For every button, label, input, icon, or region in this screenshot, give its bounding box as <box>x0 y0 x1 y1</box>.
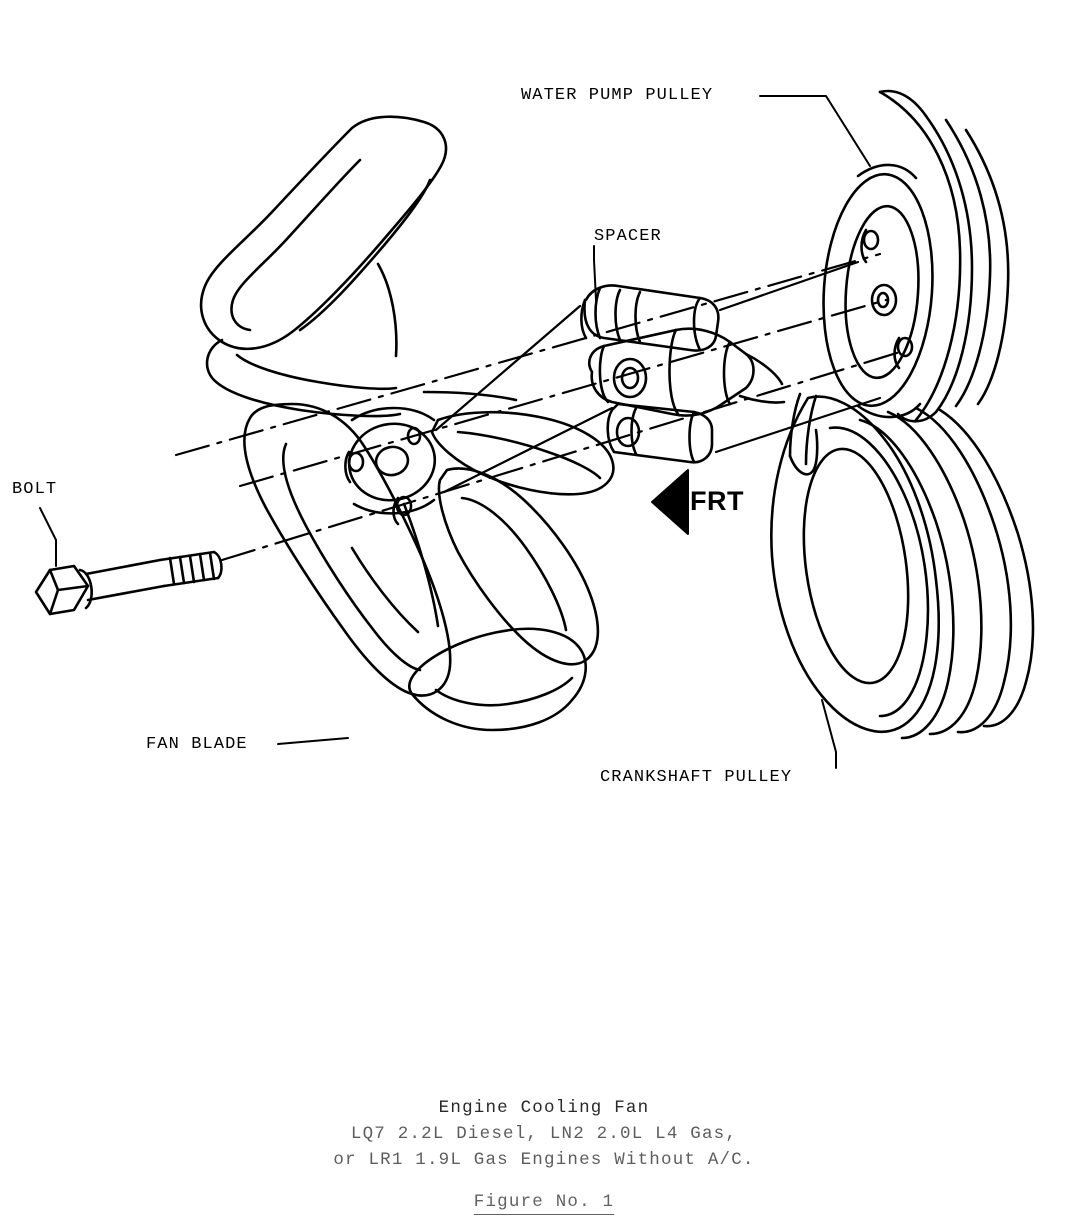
water-pump-pulley-illustration <box>816 91 1008 421</box>
figure-number <box>0 1192 1088 1212</box>
callout-bolt: BOLT <box>12 480 58 499</box>
crankshaft-pulley-illustration <box>771 394 1033 738</box>
front-direction-label: FRT <box>690 486 744 516</box>
callout-crankshaft-pulley: CRANKSHAFT PULLEY <box>600 768 793 787</box>
bolt-illustration <box>36 552 221 614</box>
figure-caption-line-3: or LR1 1.9L Gas Engines Without A/C. <box>333 1150 755 1170</box>
fan-blade-illustration <box>201 117 613 730</box>
figure-caption-line-1: Engine Cooling Fan <box>438 1098 650 1118</box>
spacer-illustration <box>581 286 784 463</box>
front-direction-arrow <box>652 470 688 534</box>
callout-water-pump-pulley: WATER PUMP PULLEY <box>521 86 714 105</box>
leader-lines <box>40 96 870 768</box>
figure-number-text: Figure No. 1 <box>474 1192 614 1215</box>
callout-spacer: SPACER <box>594 227 662 246</box>
callout-fan-blade: FAN BLADE <box>146 735 248 754</box>
figure-caption-line-2: LQ7 2.2L Diesel, LN2 2.0L L4 Gas, <box>350 1124 738 1144</box>
